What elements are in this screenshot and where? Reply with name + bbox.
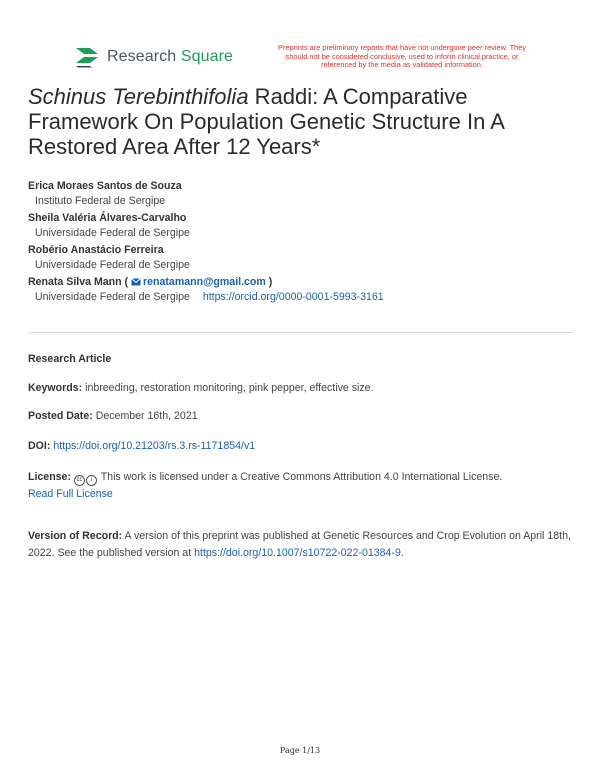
author-affiliation: Universidade Federal de Sergipe bbox=[35, 227, 190, 239]
version-of-record-text: A version of this preprint was published at Genetic Resources and Crop Evolution on April 18th, 2022. See the published version at bbox=[28, 530, 571, 559]
author-name: Robério Anastácio Ferreira bbox=[28, 244, 164, 256]
title-species: Schinus Terebinthifolia bbox=[28, 84, 249, 109]
author-affiliation-row bbox=[28, 289, 573, 305]
license bbox=[28, 469, 573, 503]
version-of-record-label: Version of Record: bbox=[28, 530, 123, 542]
section-divider bbox=[28, 332, 573, 333]
author-affiliation: Universidade Federal de Sergipe bbox=[35, 259, 190, 271]
posted-date bbox=[28, 408, 573, 425]
corresponding-author: Renata Silva Mann ( renatamann@gmail.com ) bbox=[28, 276, 273, 288]
page-number: Page 1/13 bbox=[279, 746, 321, 755]
research-square-logo-text: Research Square bbox=[107, 48, 234, 65]
license-text: This work is licensed under a Creative Commons Attribution 4.0 International License. bbox=[100, 471, 503, 483]
doi-label: DOI: bbox=[28, 440, 51, 452]
author-name: Sheila Valéria Álvares-Carvalho bbox=[28, 212, 187, 224]
preprint-disclaimer: Preprints are preliminary reports that have not undergone peer review. They should not be considered conclusive, used to inform clinical practice, or referenced by the media as validated information. bbox=[278, 43, 526, 70]
author-list bbox=[28, 179, 573, 307]
article-type: Research Article bbox=[28, 353, 112, 365]
license-label: License: bbox=[28, 471, 71, 483]
posted-date-value: December 16th, 2021 bbox=[95, 410, 198, 422]
version-of-record: Version of Record: A version of this preprint was published at Genetic Resources and Crop Evolution on April 18th, 2022. See the published version at https://doi.org/10.1007/s10722-022-01384-9. bbox=[28, 530, 571, 559]
research-square-logo-icon bbox=[74, 46, 100, 68]
author-affiliation: Instituto Federal de Sergipe bbox=[35, 195, 166, 207]
keywords-value: inbreeding, restoration monitoring, pink pepper, effective size. bbox=[85, 382, 374, 394]
author-email-link[interactable]: renatamann@gmail.com bbox=[131, 276, 266, 288]
doi-link[interactable]: https://doi.org/10.21203/rs.3.rs-1171854/v1 bbox=[53, 440, 256, 452]
keywords bbox=[28, 380, 573, 397]
orcid-link[interactable]: https://orcid.org/0000-0001-5993-3161 bbox=[202, 291, 384, 303]
mail-icon bbox=[131, 278, 141, 286]
author-name: Renata Silva Mann bbox=[28, 276, 122, 288]
author-name: Erica Moraes Santos de Souza bbox=[28, 180, 182, 192]
paper-title bbox=[28, 84, 573, 159]
read-full-license-link[interactable]: Read Full License bbox=[28, 488, 113, 500]
author-affiliation: Universidade Federal de Sergipe bbox=[35, 291, 190, 303]
published-version-link[interactable]: https://doi.org/10.1007/s10722-022-01384-9 bbox=[194, 547, 401, 559]
doi bbox=[28, 438, 573, 455]
research-square-logo[interactable] bbox=[74, 46, 233, 68]
cc-by-icon: i bbox=[86, 475, 97, 486]
cc-icon: cc bbox=[74, 475, 85, 486]
posted-date-label: Posted Date: bbox=[28, 410, 93, 422]
keywords-label: Keywords: bbox=[28, 382, 83, 394]
title-rest: Raddi: A Comparative Framework On Population Genetic Structure In A Restored Area After 12 Years* bbox=[28, 84, 504, 159]
